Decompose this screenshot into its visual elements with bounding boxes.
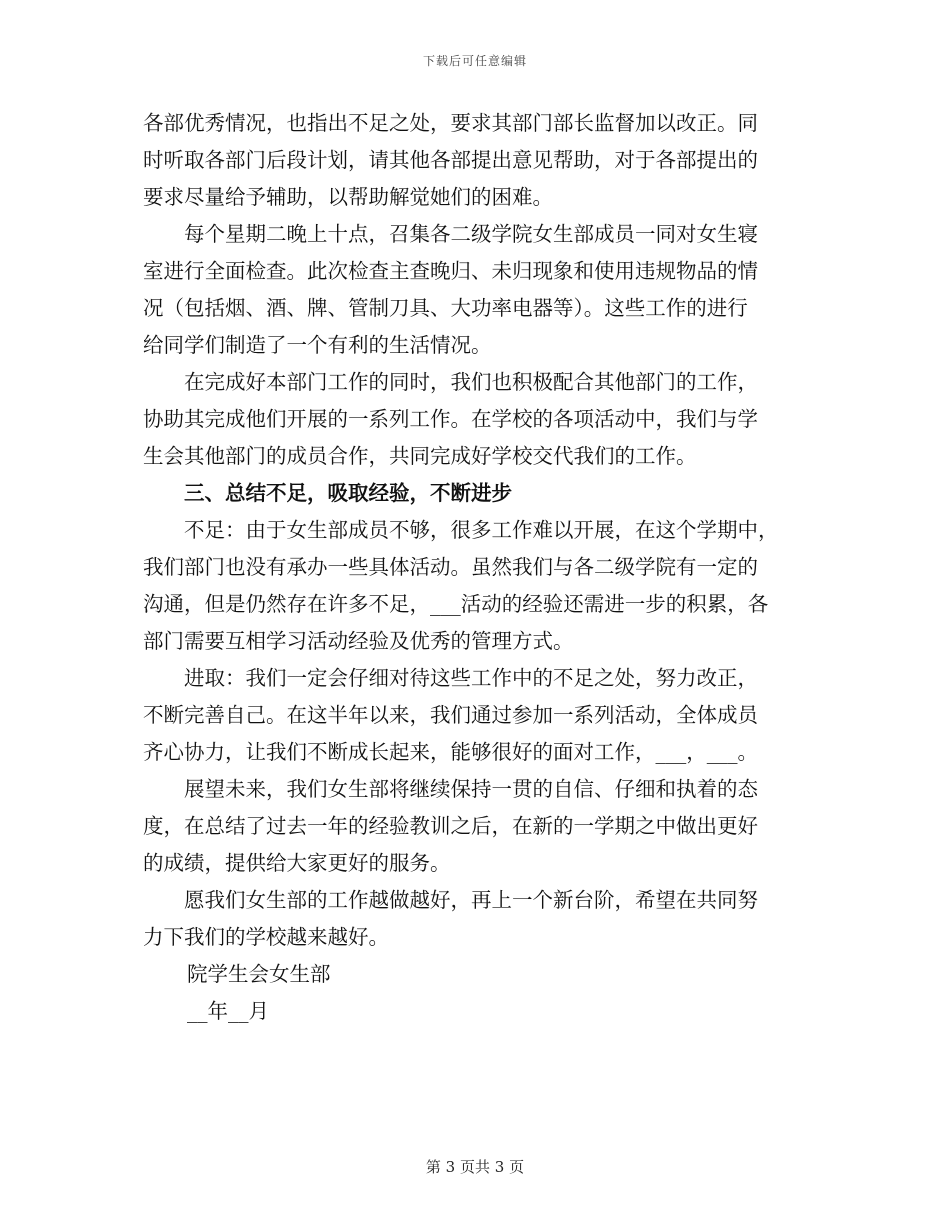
document-body: [143, 105, 807, 1030]
text-line: 我们部门也没有承办一些具体活动。虽然我们与各二级学院有一定的: [143, 555, 758, 579]
text-line: 况（包括烟、酒、牌、管制刀具、大功率电器等）。这些工作的进行: [143, 296, 748, 320]
signature: 院学生会女生部: [187, 962, 331, 986]
text-line: 生会其他部门的成员合作，共同完成好学校交代我们的工作。: [143, 444, 697, 468]
text-line: 各部优秀情况，也指出不足之处，要求其部门部长监督加以改正。同: [143, 111, 758, 135]
page-header: 下载后可任意编辑: [422, 54, 527, 68]
text-line: 要求尽量给予辅助，以帮助解觉她们的困难。: [143, 185, 553, 209]
text-line: 时听取各部门后段计划，请其他各部提出意见帮助，对于各部提出的: [143, 148, 758, 172]
text-line: 协助其完成他们开展的一系列工作。在学校的各项活动中，我们与学: [143, 407, 758, 431]
paragraph-cooperation: [143, 364, 807, 475]
text-line: 每个星期二晚上十点，召集各二级学院女生部成员一同对女生寝: [184, 222, 758, 246]
text-line: 度，在总结了过去一年的经验教训之后，在新的一学期之中做出更好: [143, 814, 758, 838]
text-line: 部门需要互相学习活动经验及优秀的管理方式。: [143, 629, 574, 653]
page-number: 第 3 页共 3 页: [425, 1158, 525, 1176]
text-line: 齐心协力，让我们不断成长起来，能够很好的面对工作，___，___。: [143, 740, 758, 764]
text-line: 不断完善自己。在这半年以来，我们通过参加一系列活动，全体成员: [143, 703, 758, 727]
text-line: 在完成好本部门工作的同时，我们也积极配合其他部门的工作，: [184, 370, 758, 394]
text-line: 给同学们制造了一个有利的生活情况。: [143, 333, 492, 357]
paragraph-closing-wish: [143, 882, 807, 956]
section-heading: 三、总结不足，吸取经验，不断进步: [184, 481, 512, 505]
text-line: 室进行全面检查。此次检查主查晚归、未归现象和使用违规物品的情: [143, 259, 758, 283]
text-line: 的成绩，提供给大家更好的服务。: [143, 851, 451, 875]
text-line: 进取：我们一定会仔细对待这些工作中的不足之处，努力改正，: [184, 666, 758, 690]
paragraph-shortcomings: [143, 512, 807, 660]
text-line: 愿我们女生部的工作越做越好，再上一个新台阶，希望在共同努: [184, 888, 758, 912]
text-line: 不足：由于女生部成员不够，很多工作难以开展，在这个学期中，: [184, 518, 779, 542]
paragraph-dorm-inspection: [143, 216, 807, 364]
paragraph-progress: [143, 660, 807, 771]
paragraph-department-review: [143, 105, 807, 216]
paragraph-outlook: [143, 771, 807, 882]
text-line: 沟通，但是仍然存在许多不足，___活动的经验还需进一步的积累，各: [143, 592, 769, 616]
text-line: 展望未来，我们女生部将继续保持一贯的自信、仔细和执着的态: [184, 777, 758, 801]
text-line: 力下我们的学校越来越好。: [143, 925, 389, 949]
date-line: __年__月: [187, 999, 269, 1023]
